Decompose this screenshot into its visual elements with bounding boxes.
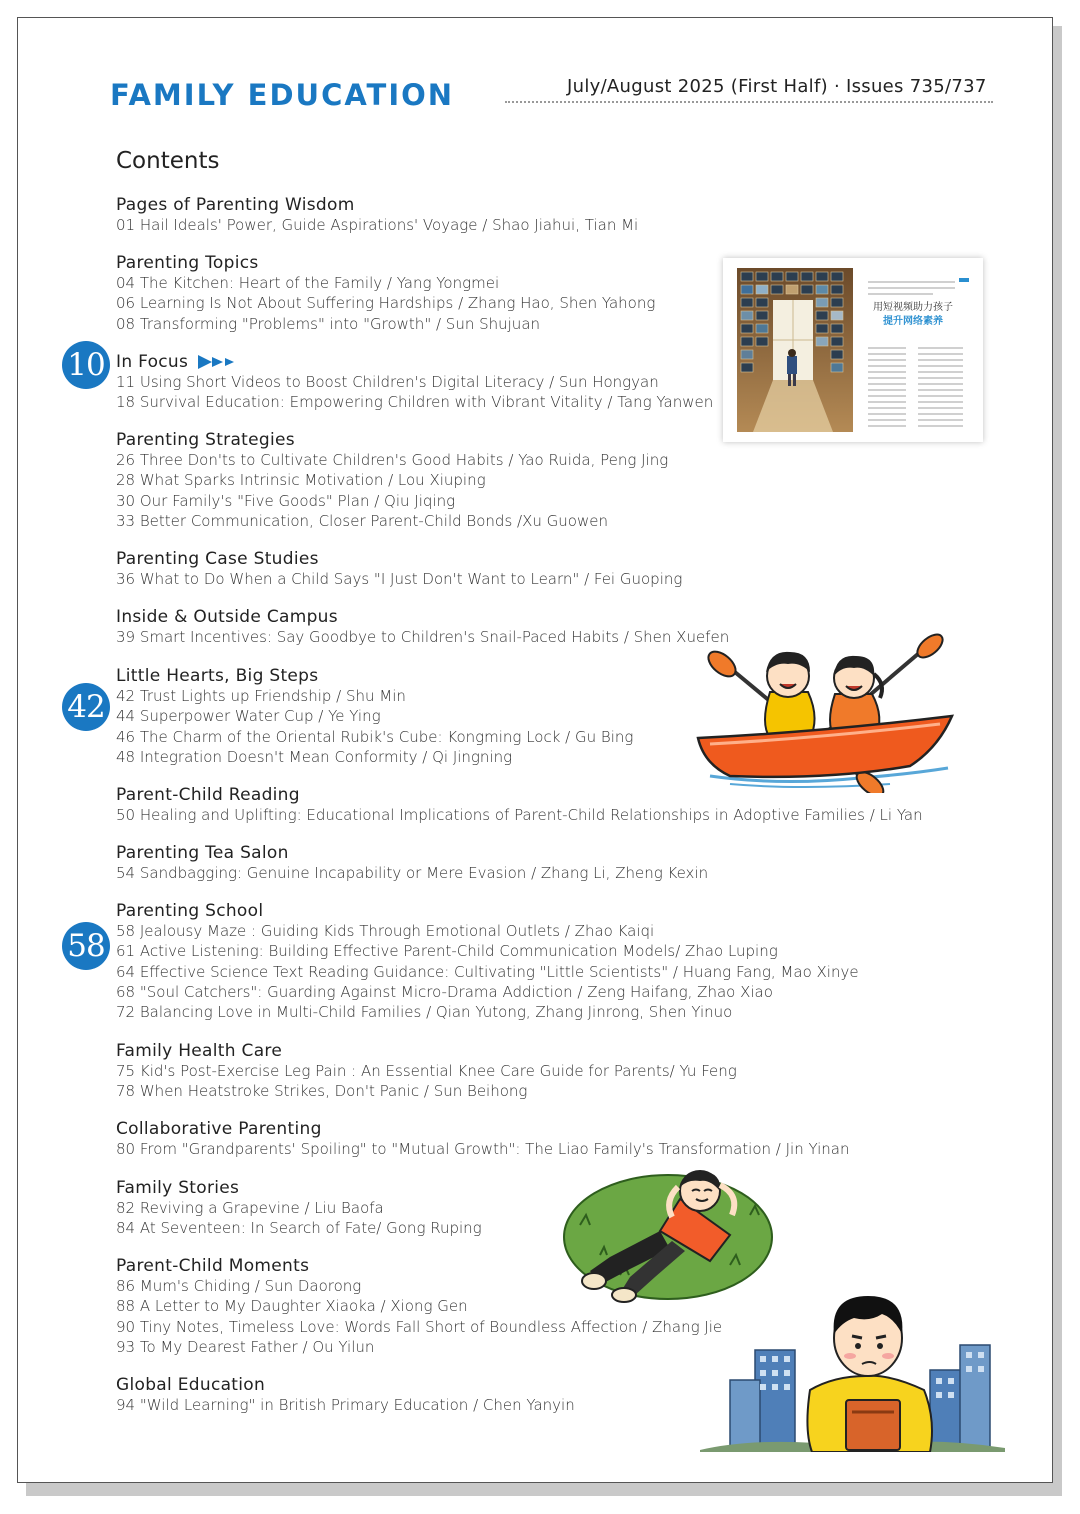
section-title-text: Parenting School bbox=[116, 901, 264, 921]
section-title-text: Parent-Child Reading bbox=[116, 785, 300, 805]
section bbox=[116, 843, 708, 883]
section-title-text: Inside & Outside Campus bbox=[116, 607, 338, 627]
article-entry[interactable]: 18 Survival Education: Empowering Children with Vibrant Vitality / Tang Yanwen bbox=[116, 393, 714, 412]
section-title-text: Parenting Case Studies bbox=[116, 549, 319, 569]
section-title[interactable] bbox=[116, 666, 633, 686]
section-title-text: Family Health Care bbox=[116, 1041, 283, 1061]
section bbox=[116, 195, 638, 235]
article-entry[interactable]: 42 Trust Lights up Friendship / Shu Min bbox=[116, 687, 406, 705]
section bbox=[116, 901, 859, 1022]
section-title[interactable] bbox=[116, 843, 708, 863]
article-entry[interactable]: 36 What to Do When a Child Says "I Just Don't Want to Learn" / Fei Guoping bbox=[116, 570, 683, 588]
girl-on-grass-illustration bbox=[560, 1165, 775, 1305]
section-title[interactable] bbox=[116, 352, 713, 372]
article-entry[interactable]: 68 "Soul Catchers": Guarding Against Micro-Drama Addiction / Zeng Haifang, Zhao Xiao bbox=[116, 982, 773, 1001]
section bbox=[116, 1178, 482, 1239]
article-entry[interactable]: 08 Transforming "Problems" into "Growth" / Sun Shujuan bbox=[116, 314, 541, 333]
section bbox=[116, 607, 729, 647]
page-badge-10[interactable]: 10 bbox=[62, 341, 110, 389]
section-title-text: Parenting Tea Salon bbox=[116, 843, 289, 863]
article-entry[interactable]: 06 Learning Is Not About Suffering Hardships / Zhang Hao, Shen Yahong bbox=[116, 294, 656, 313]
article-entry[interactable]: 75 Kid's Post-Exercise Leg Pain : An Essential Knee Care Guide for Parents/ Yu Feng bbox=[116, 1062, 737, 1080]
spread-illustration bbox=[723, 258, 983, 442]
article-entry[interactable]: 82 Reviving a Grapevine / Liu Baofa bbox=[116, 1199, 384, 1217]
section-title[interactable] bbox=[116, 1178, 482, 1198]
section-title[interactable] bbox=[116, 1375, 575, 1395]
article-entry[interactable]: 78 When Heatstroke Strikes, Don't Panic / Sun Beihong bbox=[116, 1082, 528, 1101]
section bbox=[116, 1375, 575, 1415]
article-entry[interactable]: 88 A Letter to My Daughter Xiaoka / Xiong Gen bbox=[116, 1297, 468, 1316]
article-entry[interactable]: 61 Active Listening: Building Effective Parent-Child Communication Models/ Zhao Luping bbox=[116, 942, 778, 961]
article-entry[interactable]: 44 Superpower Water Cup / Ye Ying bbox=[116, 707, 381, 726]
section bbox=[116, 253, 655, 334]
section bbox=[116, 1041, 737, 1102]
section-title-text: Parent-Child Moments bbox=[116, 1256, 310, 1276]
section-title-text: Parenting Strategies bbox=[116, 430, 295, 450]
article-entry[interactable]: 94 "Wild Learning" in British Primary Education / Chen Yanyin bbox=[116, 1396, 575, 1414]
spread-title-line2: 提升网络素养 bbox=[883, 316, 943, 327]
section-title[interactable] bbox=[116, 901, 859, 921]
section-title-text: Pages of Parenting Wisdom bbox=[116, 195, 355, 215]
section-title[interactable] bbox=[116, 607, 729, 627]
section-title[interactable] bbox=[116, 430, 668, 450]
kayak-illustration bbox=[690, 628, 955, 793]
article-entry[interactable]: 46 The Charm of the Oriental Rubik's Cube: Kongming Lock / Gu Bing bbox=[116, 727, 634, 746]
article-entry[interactable]: 64 Effective Science Text Reading Guidance: Cultivating "Little Scientists" / Huang Fang, Mao Xinye bbox=[116, 962, 859, 981]
page-badge-58[interactable]: 58 bbox=[62, 922, 110, 970]
article-entry[interactable]: 48 Integration Doesn't Mean Conformity / Qi Jingning bbox=[116, 747, 513, 766]
section-title[interactable] bbox=[116, 1041, 737, 1061]
article-entry[interactable]: 26 Three Don'ts to Cultivate Children's Good Habits / Yao Ruida, Peng Jing bbox=[116, 451, 669, 469]
article-entry[interactable]: 28 What Sparks Intrinsic Motivation / Lou Xiuping bbox=[116, 471, 486, 490]
section bbox=[116, 666, 633, 767]
section bbox=[116, 1119, 849, 1159]
article-entry[interactable]: 39 Smart Incentives: Say Goodbye to Children's Snail-Paced Habits / Shen Xuefen bbox=[116, 628, 730, 646]
issue-info: July/August 2025 (First Half) · Issues 735/737 bbox=[567, 76, 987, 97]
section bbox=[116, 352, 713, 413]
magazine-title: FAMILY EDUCATION bbox=[110, 78, 455, 112]
boy-with-book-illustration bbox=[700, 1290, 1005, 1452]
article-entry[interactable]: 04 The Kitchen: Heart of the Family / Yang Yongmei bbox=[116, 274, 500, 292]
section-title[interactable] bbox=[116, 253, 655, 273]
section-title[interactable] bbox=[116, 1119, 849, 1139]
spread-title-line1: 用短视频助力孩子 bbox=[873, 302, 953, 313]
dotted-rule bbox=[505, 101, 993, 103]
section-title[interactable] bbox=[116, 195, 638, 215]
section-title-text: Family Stories bbox=[116, 1178, 240, 1198]
contents-heading: Contents bbox=[116, 148, 220, 174]
article-entry[interactable]: 11 Using Short Videos to Boost Children's Digital Literacy / Sun Hongyan bbox=[116, 373, 659, 391]
article-entry[interactable]: 90 Tiny Notes, Timeless Love: Words Fall Short of Boundless Affection / Zhang Jie bbox=[116, 1317, 723, 1336]
triple-arrow-icon bbox=[198, 354, 240, 370]
section-title-text: Global Education bbox=[116, 1375, 266, 1395]
article-entry[interactable]: 50 Healing and Uplifting: Educational Implications of Parent-Child Relationships in Adoptive Families / Li Yan bbox=[116, 806, 923, 824]
section bbox=[116, 430, 668, 531]
article-entry[interactable]: 93 To My Dearest Father / Ou Yilun bbox=[116, 1337, 375, 1356]
article-spread-thumbnail[interactable] bbox=[723, 258, 983, 442]
section-title-text: Little Hearts, Big Steps bbox=[116, 666, 319, 686]
article-entry[interactable]: 84 At Seventeen: In Search of Fate/ Gong Ruping bbox=[116, 1219, 482, 1238]
article-entry[interactable]: 33 Better Communication, Closer Parent-Child Bonds /Xu Guowen bbox=[116, 511, 608, 530]
section bbox=[116, 549, 682, 589]
article-entry[interactable]: 30 Our Family's "Five Goods" Plan / Qiu Jiqing bbox=[116, 491, 456, 510]
section-title-text: In Focus bbox=[116, 352, 189, 372]
page-badge-42[interactable]: 42 bbox=[62, 683, 110, 731]
article-entry[interactable]: 72 Balancing Love in Multi-Child Families / Qian Yutong, Zhang Jinrong, Shen Yinuo bbox=[116, 1003, 733, 1022]
article-entry[interactable]: 86 Mum's Chiding / Sun Daorong bbox=[116, 1277, 362, 1295]
article-entry[interactable]: 54 Sandbagging: Genuine Incapability or Mere Evasion / Zhang Li, Zheng Kexin bbox=[116, 864, 709, 882]
section-title-text: Parenting Topics bbox=[116, 253, 259, 273]
section-title[interactable] bbox=[116, 549, 682, 569]
article-entry[interactable]: 80 From "Grandparents' Spoiling" to "Mutual Growth": The Liao Family's Transformation / Jin Yinan bbox=[116, 1140, 850, 1158]
article-entry[interactable]: 58 Jealousy Maze : Guiding Kids Through Emotional Outlets / Zhao Kaiqi bbox=[116, 922, 655, 940]
article-entry[interactable]: 01 Hail Ideals' Power, Guide Aspirations' Voyage / Shao Jiahui, Tian Mi bbox=[116, 216, 639, 234]
section-title-text: Collaborative Parenting bbox=[116, 1119, 322, 1139]
